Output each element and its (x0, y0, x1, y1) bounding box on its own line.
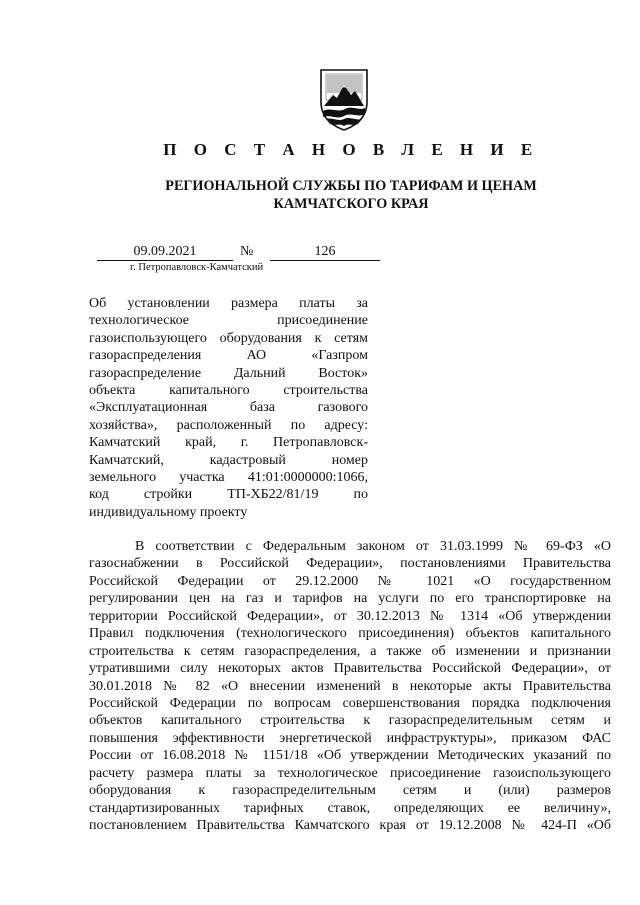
subject-line: Камчатский край, г. Петропавловск- (89, 435, 368, 451)
body-line: постановлением Правительства Камчатского края от 19.12.2008 № 424-П «Об (89, 818, 611, 833)
document-type-title: П О С Т А Н О В Л Е Н И Е (163, 140, 539, 159)
subject-line: хозяйства», расположенный по адресу: (89, 417, 368, 433)
body-line: повышения эффективности энергетической инфраструктуры», приказом ФАС (89, 730, 611, 746)
subject-line: Об установлении размера платы за (89, 296, 368, 311)
subject-line: газоиспользующего оборудования к сетям (89, 330, 368, 346)
subject-line: газораспределения АО «Газпром (89, 348, 368, 364)
subject-line: «Эксплуатационная база газового (89, 400, 368, 416)
body-line: Российской Федерации от 29.12.2000 № 1021 «О государственном (89, 573, 611, 589)
date-number-row (97, 243, 382, 263)
body-line: регулировании цен на газ и тарифов на услуги по его транспортировке на (89, 591, 611, 607)
body-line: оборудования к газораспределительным сетям и (или) размеров (89, 783, 611, 799)
document-number: 126 (270, 243, 380, 261)
body-paragraph (89, 538, 611, 834)
body-line: газоснабжении в Российской Федерации», постановлениями Правительства (89, 556, 611, 572)
subject-line: земельного участка 41:01:0000000:1066, (89, 469, 368, 485)
subject-line: газораспределение Дальний Восток» (89, 365, 368, 381)
body-line: стандартизированных тарифных ставок, определяющих ее величину», (89, 800, 611, 816)
subject-line: индивидуальному проекту (89, 504, 248, 520)
subject-line: Камчатский, кадастровый номер (89, 452, 368, 468)
issue-city: г. Петропавловск-Камчатский (130, 262, 264, 273)
body-line: Российской Федерации по вопросам совершенствования порядка подключения (89, 695, 611, 711)
agency-name (0, 177, 640, 213)
document-date: 09.09.2021 (97, 243, 233, 261)
body-line: утратившими силу некоторых актов Правительства Российской Федерации», от (89, 661, 611, 677)
body-line: Правил подключения (технологического присоединения) объектов капитального (89, 626, 611, 642)
kamchatka-emblem-icon (318, 68, 370, 132)
agency-name-line-1: РЕГИОНАЛЬНОЙ СЛУЖБЫ ПО ТАРИФАМ И ЦЕНАМ (165, 178, 537, 194)
subject-block (89, 295, 368, 521)
subject-line: код стройки ТП-ХБ22/81/19 по (89, 487, 368, 503)
number-sign: № (240, 244, 254, 259)
subject-line: технологическое присоединение (89, 313, 368, 329)
body-line: 30.01.2018 № 82 «О внесении изменений в некоторые акты Правительства (89, 678, 611, 694)
body-line: России от 16.08.2018 № 1151/18 «Об утверждении Методических указаний по (89, 748, 611, 764)
subject-line: объекта капитального строительства (89, 382, 368, 398)
body-line: объектов капитального строительства к газораспределительным сетям и (89, 713, 611, 729)
body-line: территории Российской Федерации», от 30.12.2013 № 1314 «Об утверждении (89, 608, 611, 624)
body-line: В соответствии с Федеральным законом от 31.03.1999 № 69-ФЗ «О (135, 539, 611, 554)
agency-name-line-2: КАМЧАТСКОГО КРАЯ (273, 196, 429, 212)
body-line: расчету размера платы за технологическое присоединение газоиспользующего (89, 765, 611, 781)
body-line: строительства к сетям газораспределения, а также об изменении и признании (89, 643, 611, 659)
